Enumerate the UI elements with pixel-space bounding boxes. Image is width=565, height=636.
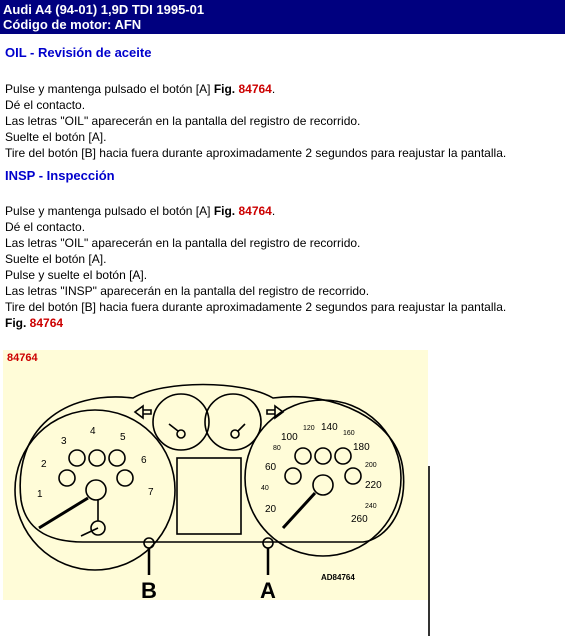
speedo-label-20: 20 [265, 504, 277, 515]
oil-step-2: Dé el contacto. [5, 98, 86, 112]
speedo-label-240: 240 [365, 503, 377, 510]
insp-instructions [5, 203, 506, 331]
tacho-label-1: 1 [37, 489, 43, 500]
insp-step-8 [5, 315, 506, 331]
insp-title-rest: - Inspección [35, 168, 115, 183]
speedo-label-120: 120 [303, 425, 315, 432]
oil-title-rest: - Revisión de aceite [26, 45, 152, 60]
fig-ref-link[interactable]: 84764 [29, 316, 64, 330]
divider-line [428, 466, 430, 636]
engine-code: Código de motor: AFN [3, 17, 142, 32]
tacho-label-7: 7 [148, 487, 154, 498]
speedo-label-140: 140 [321, 422, 338, 433]
speedo-label-60: 60 [265, 462, 277, 473]
speedo-label-40: 40 [261, 485, 269, 492]
vehicle-title: Audi A4 (94-01) 1,9D TDI 1995-01 [3, 2, 205, 17]
insp-step-7: Tire del botón [B] hacia fuera durante aproximadamente 2 segundos para reajustar la pantalla. [5, 300, 507, 314]
button-a-label: A [260, 578, 276, 600]
insp-step-1: Pulse y mantenga pulsado el botón [A] Fig. 84764. [5, 204, 276, 218]
fig-ref-label: Fig. [213, 82, 236, 96]
tacho-label-2: 2 [41, 459, 47, 470]
oil-step-3: Las letras "OIL" aparecerán en la pantalla del registro de recorrido. [5, 114, 361, 128]
oil-section-title [5, 45, 151, 61]
insp-step-5: Pulse y suelte el botón [A]. [5, 268, 148, 282]
insp-step-2: Dé el contacto. [5, 220, 86, 234]
fig-ref-label: Fig. [5, 316, 27, 330]
oil-step-4: Suelte el botón [A]. [5, 130, 107, 144]
fig-ref-link[interactable]: 84764 [238, 204, 272, 218]
figure-code: AD84764 [321, 573, 355, 582]
speedo-label-100: 100 [281, 432, 298, 443]
header-bar [0, 0, 565, 34]
insp-step-4: Suelte el botón [A]. [5, 252, 107, 266]
insp-step-6: Las letras "INSP" aparecerán en la pantalla del registro de recorrido. [5, 284, 370, 298]
tacho-label-6: 6 [141, 455, 147, 466]
insp-section-title [5, 168, 115, 184]
oil-instructions [5, 81, 506, 161]
oil-title-prefix: OIL [5, 45, 27, 60]
oil-step-5: Tire del botón [B] hacia fuera durante aproximadamente 2 segundos para reajustar la pantalla. [5, 146, 507, 160]
fig-ref-link[interactable]: 84764 [238, 82, 272, 96]
insp-title-prefix: INSP [5, 168, 36, 183]
speedo-label-260: 260 [351, 514, 368, 525]
speedo-label-80: 80 [273, 445, 281, 452]
speedo-label-180: 180 [353, 442, 370, 453]
oil-step-1: Pulse y mantenga pulsado el botón [A] Fig. 84764. [5, 82, 276, 96]
tacho-label-5: 5 [120, 432, 126, 443]
instrument-cluster-diagram [3, 350, 428, 600]
insp-step-3: Las letras "OIL" aparecerán en la pantalla del registro de recorrido. [5, 236, 361, 250]
speedo-label-200: 200 [365, 462, 377, 469]
figure-label: 84764 [7, 352, 38, 364]
speedo-label-160: 160 [343, 430, 355, 437]
tacho-label-3: 3 [61, 436, 67, 447]
button-b-label: B [141, 578, 157, 600]
speedo-label-220: 220 [365, 480, 382, 491]
instrument-cluster-figure [3, 350, 428, 600]
tacho-label-4: 4 [90, 426, 96, 437]
fig-ref-label: Fig. [213, 204, 236, 218]
